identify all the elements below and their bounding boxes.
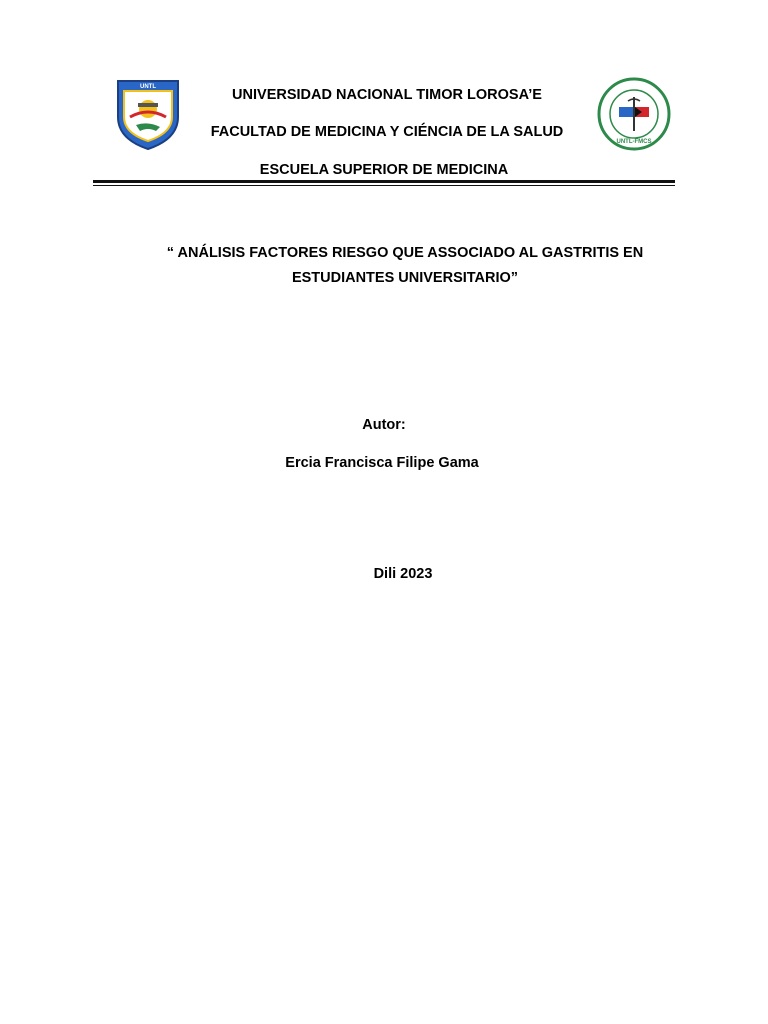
author-label: Autor: <box>362 417 406 433</box>
escola-medicina-seal-logo <box>595 77 673 151</box>
university-name: UNIVERSIDAD NACIONAL TIMOR LOROSA’E <box>232 87 542 103</box>
untl-logo-text: UNTL <box>140 84 156 90</box>
school-name: ESCUELA SUPERIOR DE MEDICINA <box>259 162 509 178</box>
header-divider-thin <box>93 185 675 186</box>
thesis-title-line-2: ESTUDIANTES UNIVERSITARIO” <box>291 270 519 286</box>
place-and-date: Dili 2023 <box>373 566 433 582</box>
thesis-title <box>130 241 680 291</box>
seal-bottom-text: UNTL-FMCS <box>616 139 652 145</box>
thesis-title-line-1: “ ANÁLISIS FACTORES RIESGO QUE ASSOCIADO AL GASTRITIS EN <box>166 245 644 261</box>
header-divider-thick <box>93 180 675 183</box>
untl-shield-logo <box>112 77 184 151</box>
faculty-name: FACULTAD DE MEDICINA Y CIÉNCIA DE LA SALUD <box>210 124 564 140</box>
author-name: Ercia Francisca Filipe Gama <box>285 455 479 471</box>
